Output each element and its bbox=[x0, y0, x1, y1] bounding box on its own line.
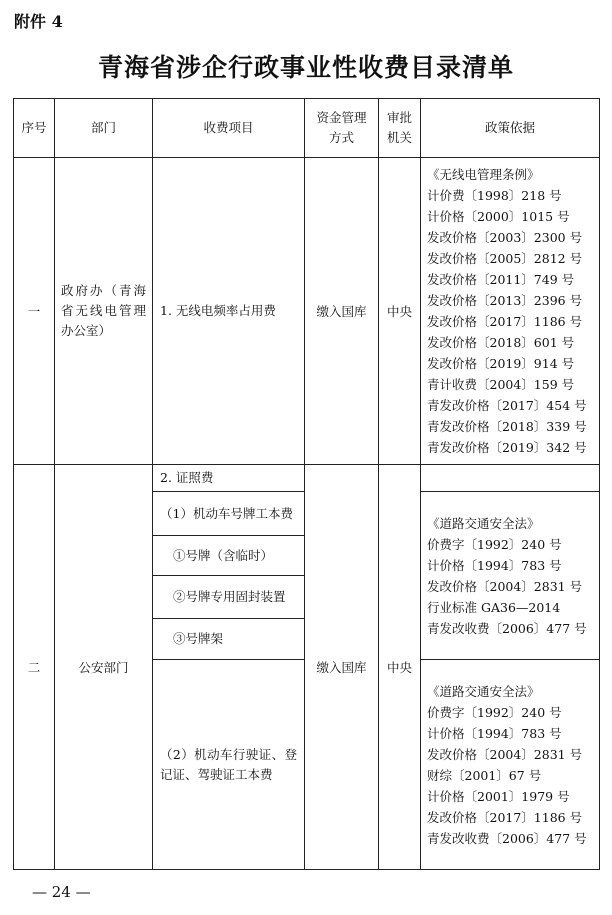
basis-line: 青发改价格〔2017〕454 号 bbox=[427, 398, 587, 413]
basis-line: 价费字〔1992〕240 号 bbox=[427, 536, 562, 552]
header-fund-line2: 方式 bbox=[328, 130, 354, 145]
approval-authority: 中央 bbox=[379, 465, 421, 870]
basis-line: 发改价格〔2017〕1186 号 bbox=[427, 314, 583, 329]
fee-item-header: 2. 证照费 bbox=[153, 465, 305, 492]
annex-label: 附件 4 bbox=[14, 12, 63, 31]
sub-sub-item: ②号牌专用固封装置 bbox=[153, 576, 305, 619]
sub-sub-item: ③号牌架 bbox=[153, 619, 305, 660]
sub-sub-item: ①号牌（含临时） bbox=[153, 536, 305, 576]
table-row bbox=[14, 465, 600, 492]
basis-line: 计价费〔1998〕218 号 bbox=[427, 188, 562, 203]
header-fund bbox=[305, 99, 379, 158]
fund-management: 缴入国库 bbox=[305, 465, 379, 870]
basis-line: 青发改收费〔2006〕477 号 bbox=[427, 620, 587, 636]
header-approval-line1: 审批 bbox=[386, 110, 412, 125]
policy-basis-empty bbox=[421, 465, 600, 492]
basis-line: 计价格〔1994〕783 号 bbox=[427, 725, 562, 741]
basis-line: 青发改价格〔2018〕339 号 bbox=[427, 419, 587, 434]
basis-line: 发改价格〔2004〕2831 号 bbox=[427, 746, 583, 762]
basis-line: 发改价格〔2019〕914 号 bbox=[427, 356, 575, 371]
basis-line: 发改价格〔2017〕1186 号 bbox=[427, 809, 583, 825]
header-fund-line1: 资金管理 bbox=[316, 110, 367, 125]
basis-line: 财综〔2001〕67 号 bbox=[427, 767, 542, 783]
table-row bbox=[14, 158, 600, 465]
department: 政府办（青海省无线电管理办公室） bbox=[55, 158, 153, 465]
fee-catalog-table bbox=[13, 98, 600, 870]
header-approval bbox=[379, 99, 421, 158]
department: 公安部门 bbox=[55, 465, 153, 870]
basis-line: 行业标准 GA36—2014 bbox=[427, 599, 561, 615]
basis-line: 发改价格〔2005〕2812 号 bbox=[427, 251, 583, 266]
basis-line: 发改价格〔2013〕2396 号 bbox=[427, 293, 583, 308]
policy-basis bbox=[421, 660, 600, 870]
basis-line: 发改价格〔2003〕2300 号 bbox=[427, 230, 583, 245]
policy-basis bbox=[421, 158, 600, 465]
header-basis: 政策依据 bbox=[421, 99, 600, 158]
basis-line: 价费字〔1992〕240 号 bbox=[427, 704, 562, 720]
header-approval-line2: 机关 bbox=[386, 130, 412, 145]
basis-line: 《道路交通安全法》 bbox=[427, 683, 540, 699]
basis-line: 《无线电管理条例》 bbox=[427, 167, 540, 182]
header-item: 收费项目 bbox=[153, 99, 305, 158]
basis-line: 青发改收费〔2006〕477 号 bbox=[427, 830, 587, 846]
header-dept: 部门 bbox=[55, 99, 153, 158]
basis-line: 发改价格〔2018〕601 号 bbox=[427, 335, 575, 350]
basis-line: 青计收费〔2004〕159 号 bbox=[427, 377, 575, 392]
basis-line: 青发改价格〔2019〕342 号 bbox=[427, 440, 587, 455]
row-number: 二 bbox=[14, 465, 55, 870]
page-number: — 24 — bbox=[32, 883, 91, 901]
fund-management: 缴入国库 bbox=[305, 158, 379, 465]
basis-line: 《道路交通安全法》 bbox=[427, 515, 540, 531]
basis-line: 发改价格〔2011〕749 号 bbox=[427, 272, 575, 287]
basis-line: 计价格〔2000〕1015 号 bbox=[427, 209, 570, 224]
policy-basis bbox=[421, 492, 600, 660]
approval-authority: 中央 bbox=[379, 158, 421, 465]
fee-item: 1. 无线电频率占用费 bbox=[153, 158, 305, 465]
row-number: 一 bbox=[14, 158, 55, 465]
document-title: 青海省涉企行政事业性收费目录清单 bbox=[97, 53, 514, 82]
basis-line: 发改价格〔2004〕2831 号 bbox=[427, 578, 583, 594]
sub-item: （2）机动车行驶证、登记证、驾驶证工本费 bbox=[153, 660, 305, 870]
header-no: 序号 bbox=[14, 99, 55, 158]
header-row bbox=[14, 99, 600, 158]
sub-item: （1）机动车号牌工本费 bbox=[153, 492, 305, 536]
basis-line: 计价格〔1994〕783 号 bbox=[427, 557, 562, 573]
basis-line: 计价格〔2001〕1979 号 bbox=[427, 788, 570, 804]
